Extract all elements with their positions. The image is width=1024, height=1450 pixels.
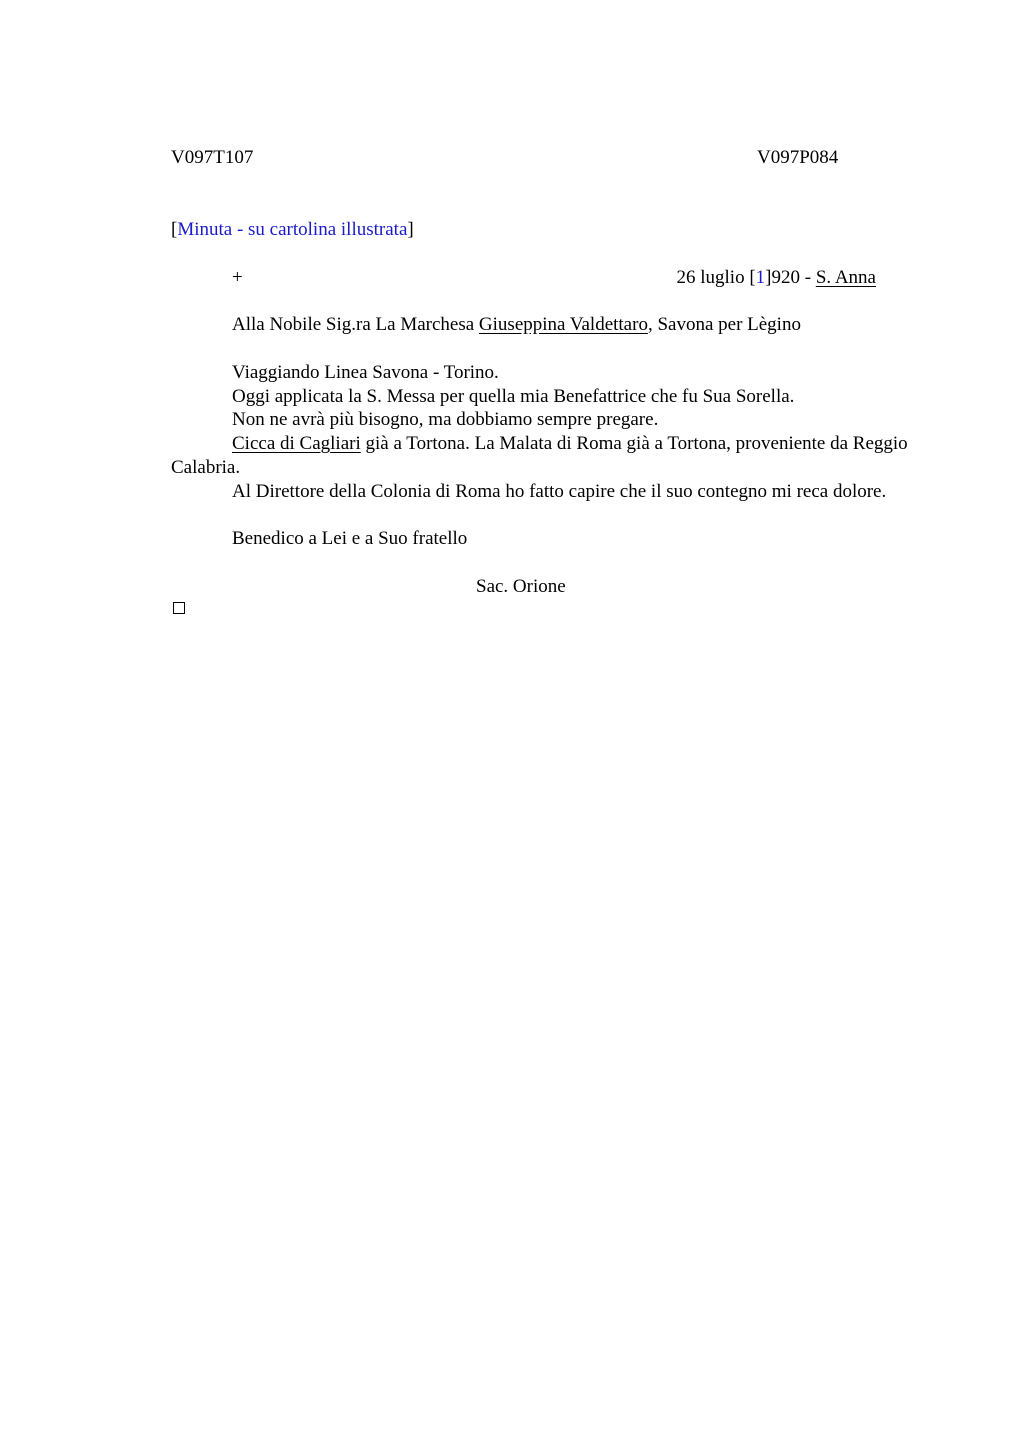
- paragraph-4-text: già a Tortona. La Malata di Roma già a Tortona, proveniente da Reggio Calabria.: [171, 433, 908, 478]
- editorial-note: [171, 218, 414, 242]
- body-line-1: Viaggiando Linea Savona - Torino.: [232, 362, 499, 383]
- body-line-2: Oggi applicata la S. Messa per quella mia Benefattrice che fu Sua Sorella.: [232, 386, 795, 407]
- address-prefix: Alla Nobile Sig.ra La Marchesa: [232, 314, 479, 335]
- body-line-6: Benedico a Lei e a Suo fratello: [232, 528, 468, 549]
- year-rest: 920 -: [771, 267, 816, 288]
- place-name: S. Anna: [815, 267, 876, 288]
- document-code-left: V097T107: [171, 147, 254, 168]
- body-paragraph-4: [171, 432, 916, 480]
- person-name: Cicca di Cagliari: [232, 433, 361, 454]
- dateline: [676, 266, 876, 290]
- empty-square-icon: [173, 602, 185, 614]
- signature: Sac. Orione: [476, 576, 566, 597]
- address-line: [232, 313, 801, 337]
- document-code-right: V097P084: [757, 147, 839, 168]
- addressee-name: Giuseppina Valdettaro: [478, 314, 648, 335]
- address-suffix: , Savona per Lègino: [647, 314, 801, 335]
- year-bracket-close: ]: [765, 267, 772, 288]
- note-close-bracket: ]: [407, 219, 414, 240]
- year-restored-digit: 1: [755, 267, 766, 288]
- body-line-3: Non ne avrà più bisogno, ma dobbiamo sempre pregare.: [232, 409, 659, 430]
- date-text: 26 luglio: [676, 267, 750, 288]
- body-paragraph-5: Al Direttore della Colonia di Roma ho fatto capire che il suo contegno mi reca dolore.: [232, 481, 887, 502]
- year-bracket-open: [: [749, 267, 756, 288]
- note-text: Minuta - su cartolina illustrata: [177, 219, 408, 240]
- note-open-bracket: [: [171, 219, 178, 240]
- cross-mark: +: [232, 267, 243, 288]
